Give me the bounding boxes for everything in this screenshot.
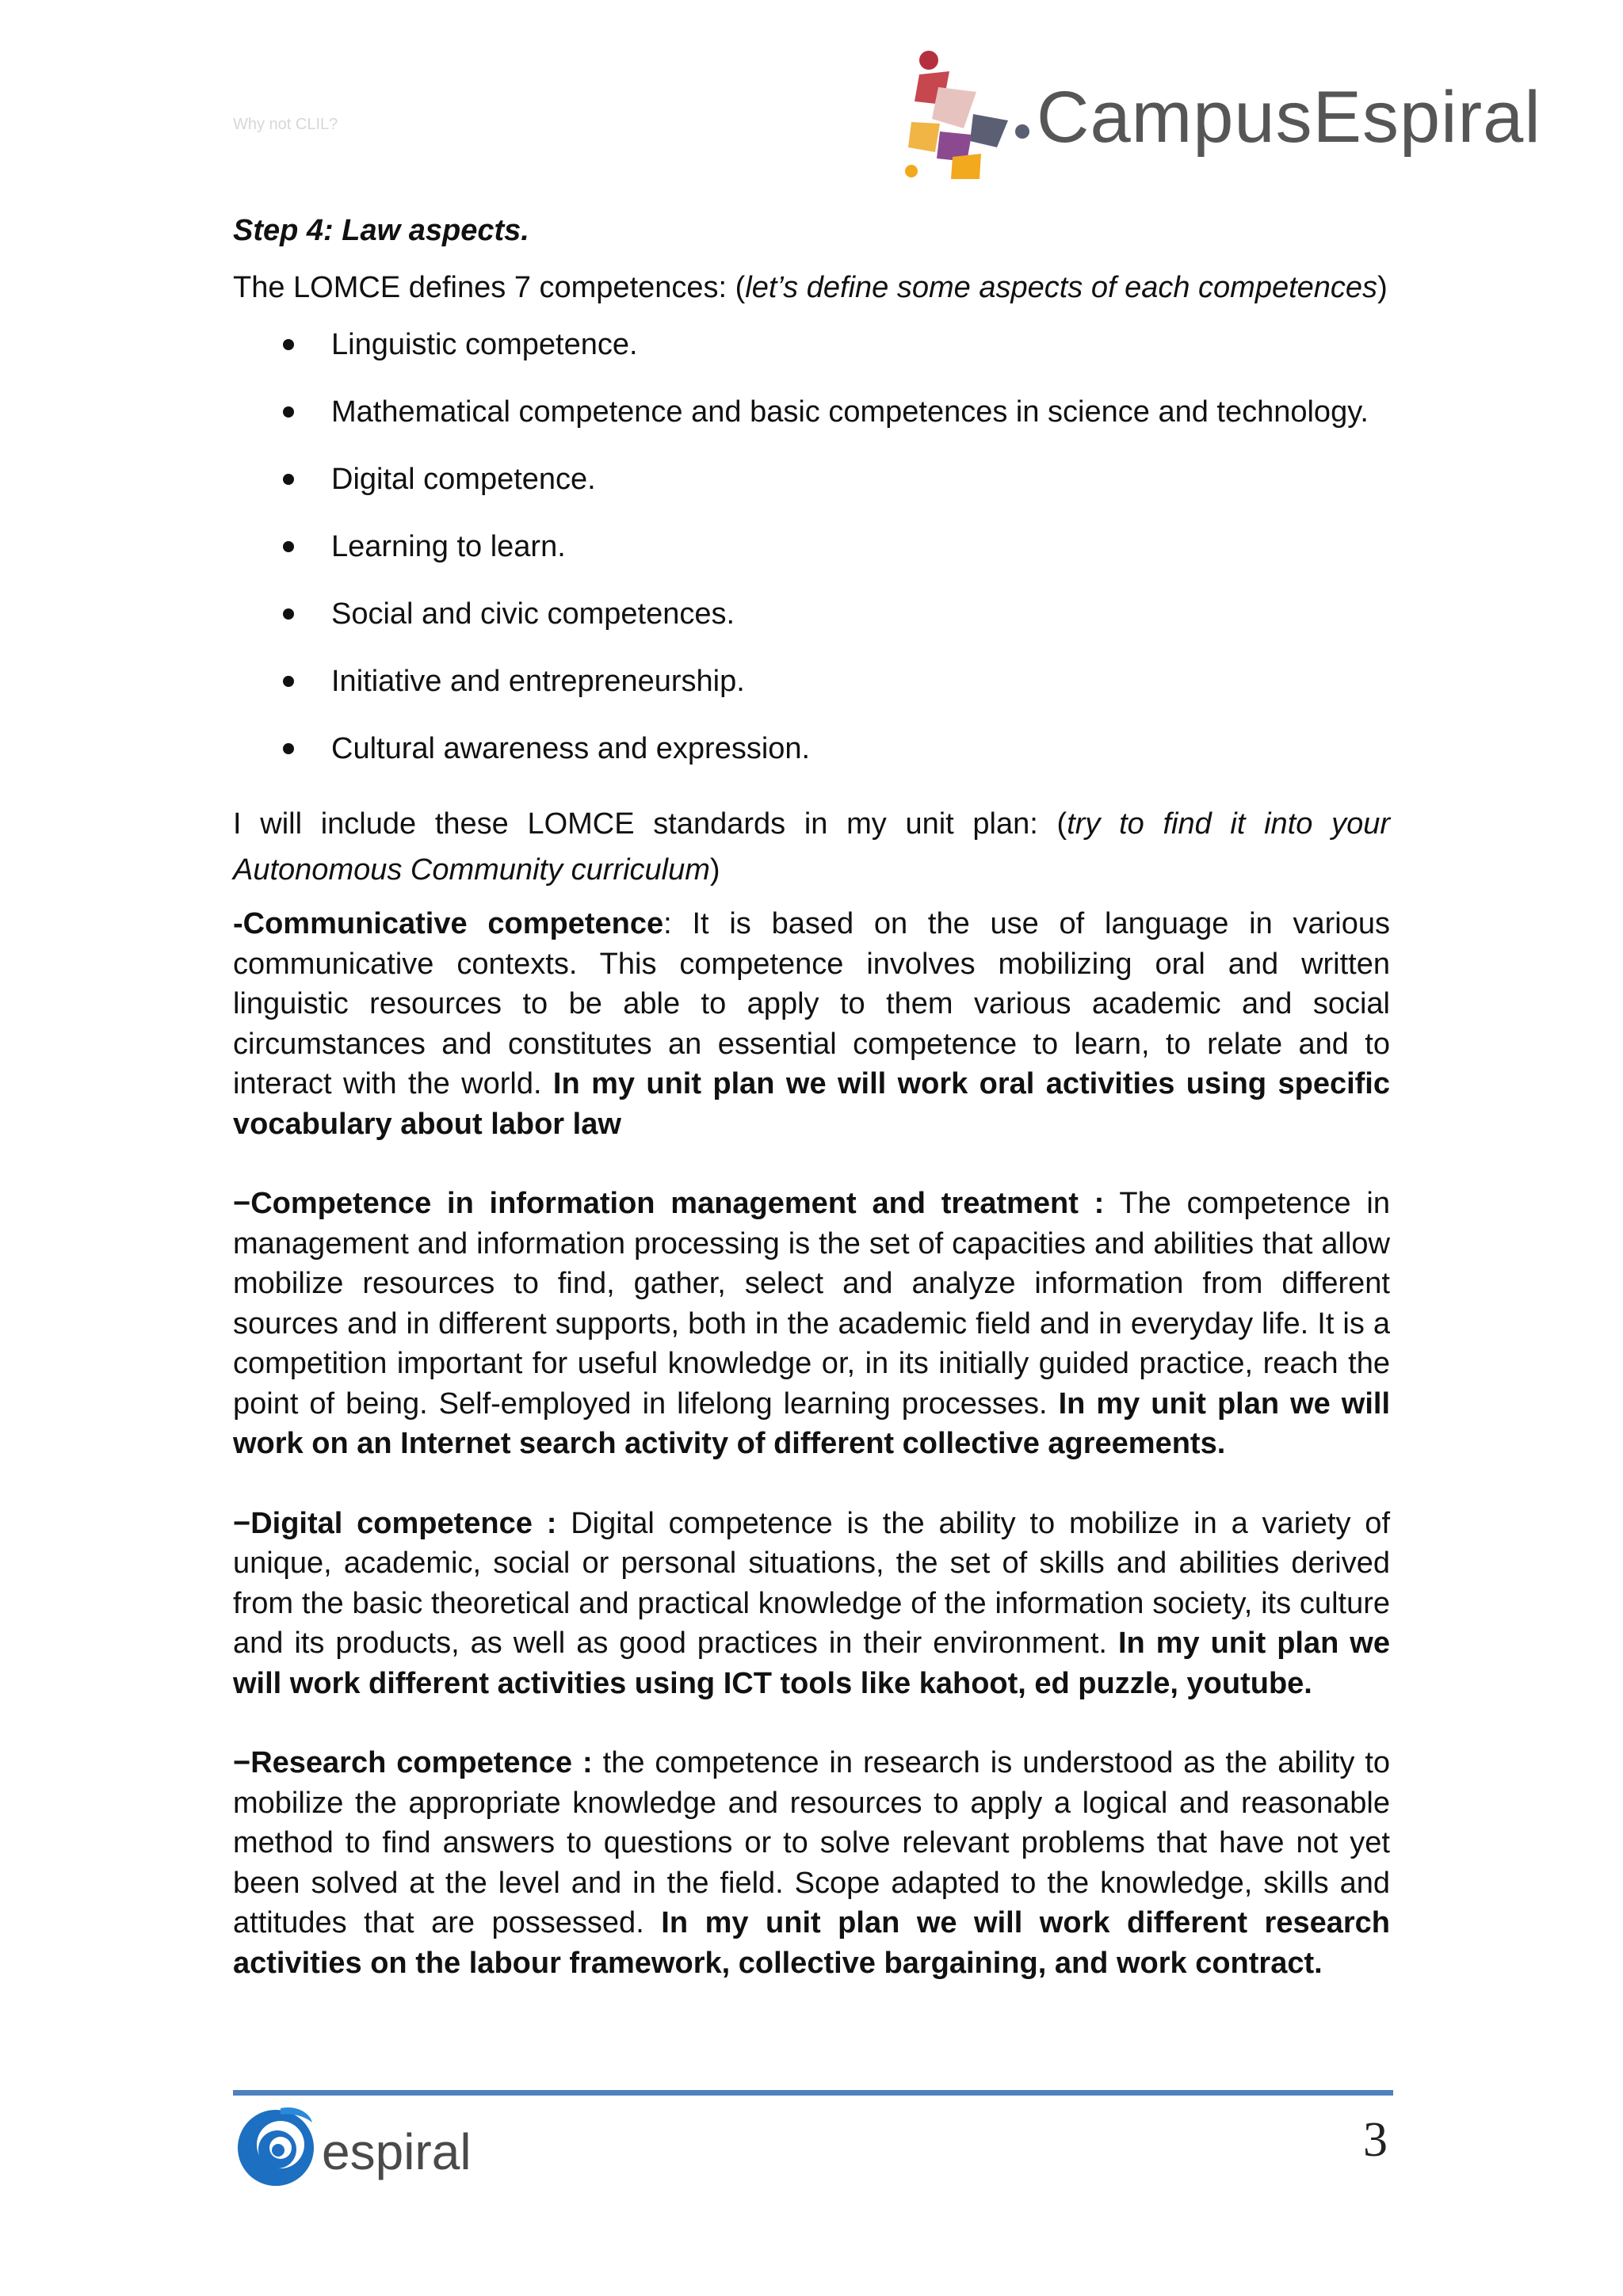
section-title: −Competence in information management and treatment : <box>233 1187 1105 1220</box>
bullet-icon <box>283 676 294 687</box>
standards-include-paragraph: I will include these LOMCE standards in my unit plan: (try to find it into your Autonomous Community curriculum) <box>233 807 1390 887</box>
information-management-paragraph: −Competence in information management and treatment : The competence in management and information processing is the set of capacities and abilities that allow mobilize resources to find, gather, select and analyze information from different sources and in different supports, both in the academic field and in everyday life. It is a competition important for useful knowledge or, in its initially guided practice, reach the point of being. Self-employed in lifelong learning processes. In my unit plan we will work on an Internet search activity of different collective agreements. <box>233 1187 1390 1460</box>
unit-plan-statement: In my unit plan we will work different activities using ICT tools like kahoot, ed puzzle, youtube. <box>233 1627 1390 1700</box>
section-title: −Digital competence : <box>233 1506 557 1540</box>
campus-espiral-logo-mark-icon <box>903 46 1038 189</box>
unit-plan-statement: In my unit plan we will work on an Internet search activity of different collective agreements. <box>233 1386 1390 1460</box>
list-item: Linguistic competence. <box>233 322 1390 389</box>
bullet-icon <box>283 406 294 418</box>
running-header-title: Why not CLIL? <box>233 116 338 133</box>
list-item: Initiative and entrepreneurship. <box>233 658 1390 726</box>
digital-competence-paragraph: −Digital competence : Digital competence is the ability to mobilize in a variety of unique, academic, social or personal situations, the set of skills and abilities derived from the basic theoretical and practical knowledge of the information society, its culture and its products, as well as good practices in their environment. In my unit plan we will work different activities using ICT tools like kahoot, ed puzzle, youtube. <box>233 1506 1391 1700</box>
espiral-footer-logo <box>233 2103 487 2199</box>
bullet-icon <box>283 608 294 620</box>
section-title: -Communicative competence <box>233 907 664 940</box>
page-number: 3 <box>1363 2113 1388 2167</box>
document-body <box>233 208 1390 2023</box>
list-item: Learning to learn. <box>233 524 1390 591</box>
unit-plan-statement: In my unit plan we will work oral activities using specific vocabulary about labor law <box>233 1067 1390 1141</box>
section-title: −Research competence : <box>233 1746 593 1779</box>
espiral-logo-mark-icon <box>233 2103 315 2191</box>
communicative-competence-paragraph: -Communicative competence: It is based on the use of language in various communicative contexts. This competence involves mobilizing oral and written linguistic resources to be able to apply to them various academic and social circumstances and constitutes an essential competence to learn, to relate and to interact with the world. In my unit plan we will work oral activities using specific vocabulary about labor law <box>233 907 1390 1141</box>
competences-intro: The LOMCE defines 7 competences: (let’s define some aspects of each competences) <box>233 271 1388 304</box>
research-competence-paragraph: −Research competence : the competence in research is understood as the ability to mobilize the appropriate knowledge and resources to apply a logical and reasonable method to find answers to questions or to solve relevant problems that have not yet been solved at the level and in the field. Scope adapted to the knowledge, skills and attitudes that are possessed. In my unit plan we will work different research activities on the labour framework, collective bargaining, and work contract. <box>233 1746 1391 1980</box>
list-item: Cultural awareness and expression. <box>233 726 1390 793</box>
unit-plan-statement: In my unit plan we will work different research activities on the labour framework, collective bargaining, and work contract. <box>233 1906 1390 1980</box>
campus-espiral-logo <box>903 46 1541 189</box>
list-item: Digital competence. <box>233 456 1390 524</box>
campus-espiral-logo-text: CampusEspiral <box>1037 77 1541 158</box>
bullet-icon <box>283 541 294 552</box>
bullet-icon <box>283 743 294 754</box>
list-item: Social and civic competences. <box>233 591 1390 658</box>
bullet-icon <box>283 339 294 350</box>
bullet-icon <box>283 474 294 485</box>
espiral-logo-text: espiral <box>322 2123 472 2180</box>
list-item: Mathematical competence and basic competences in science and technology. <box>233 389 1390 456</box>
step-title: Step 4: Law aspects. <box>233 214 529 247</box>
footer-divider <box>233 2090 1393 2096</box>
competences-list <box>233 322 1390 793</box>
